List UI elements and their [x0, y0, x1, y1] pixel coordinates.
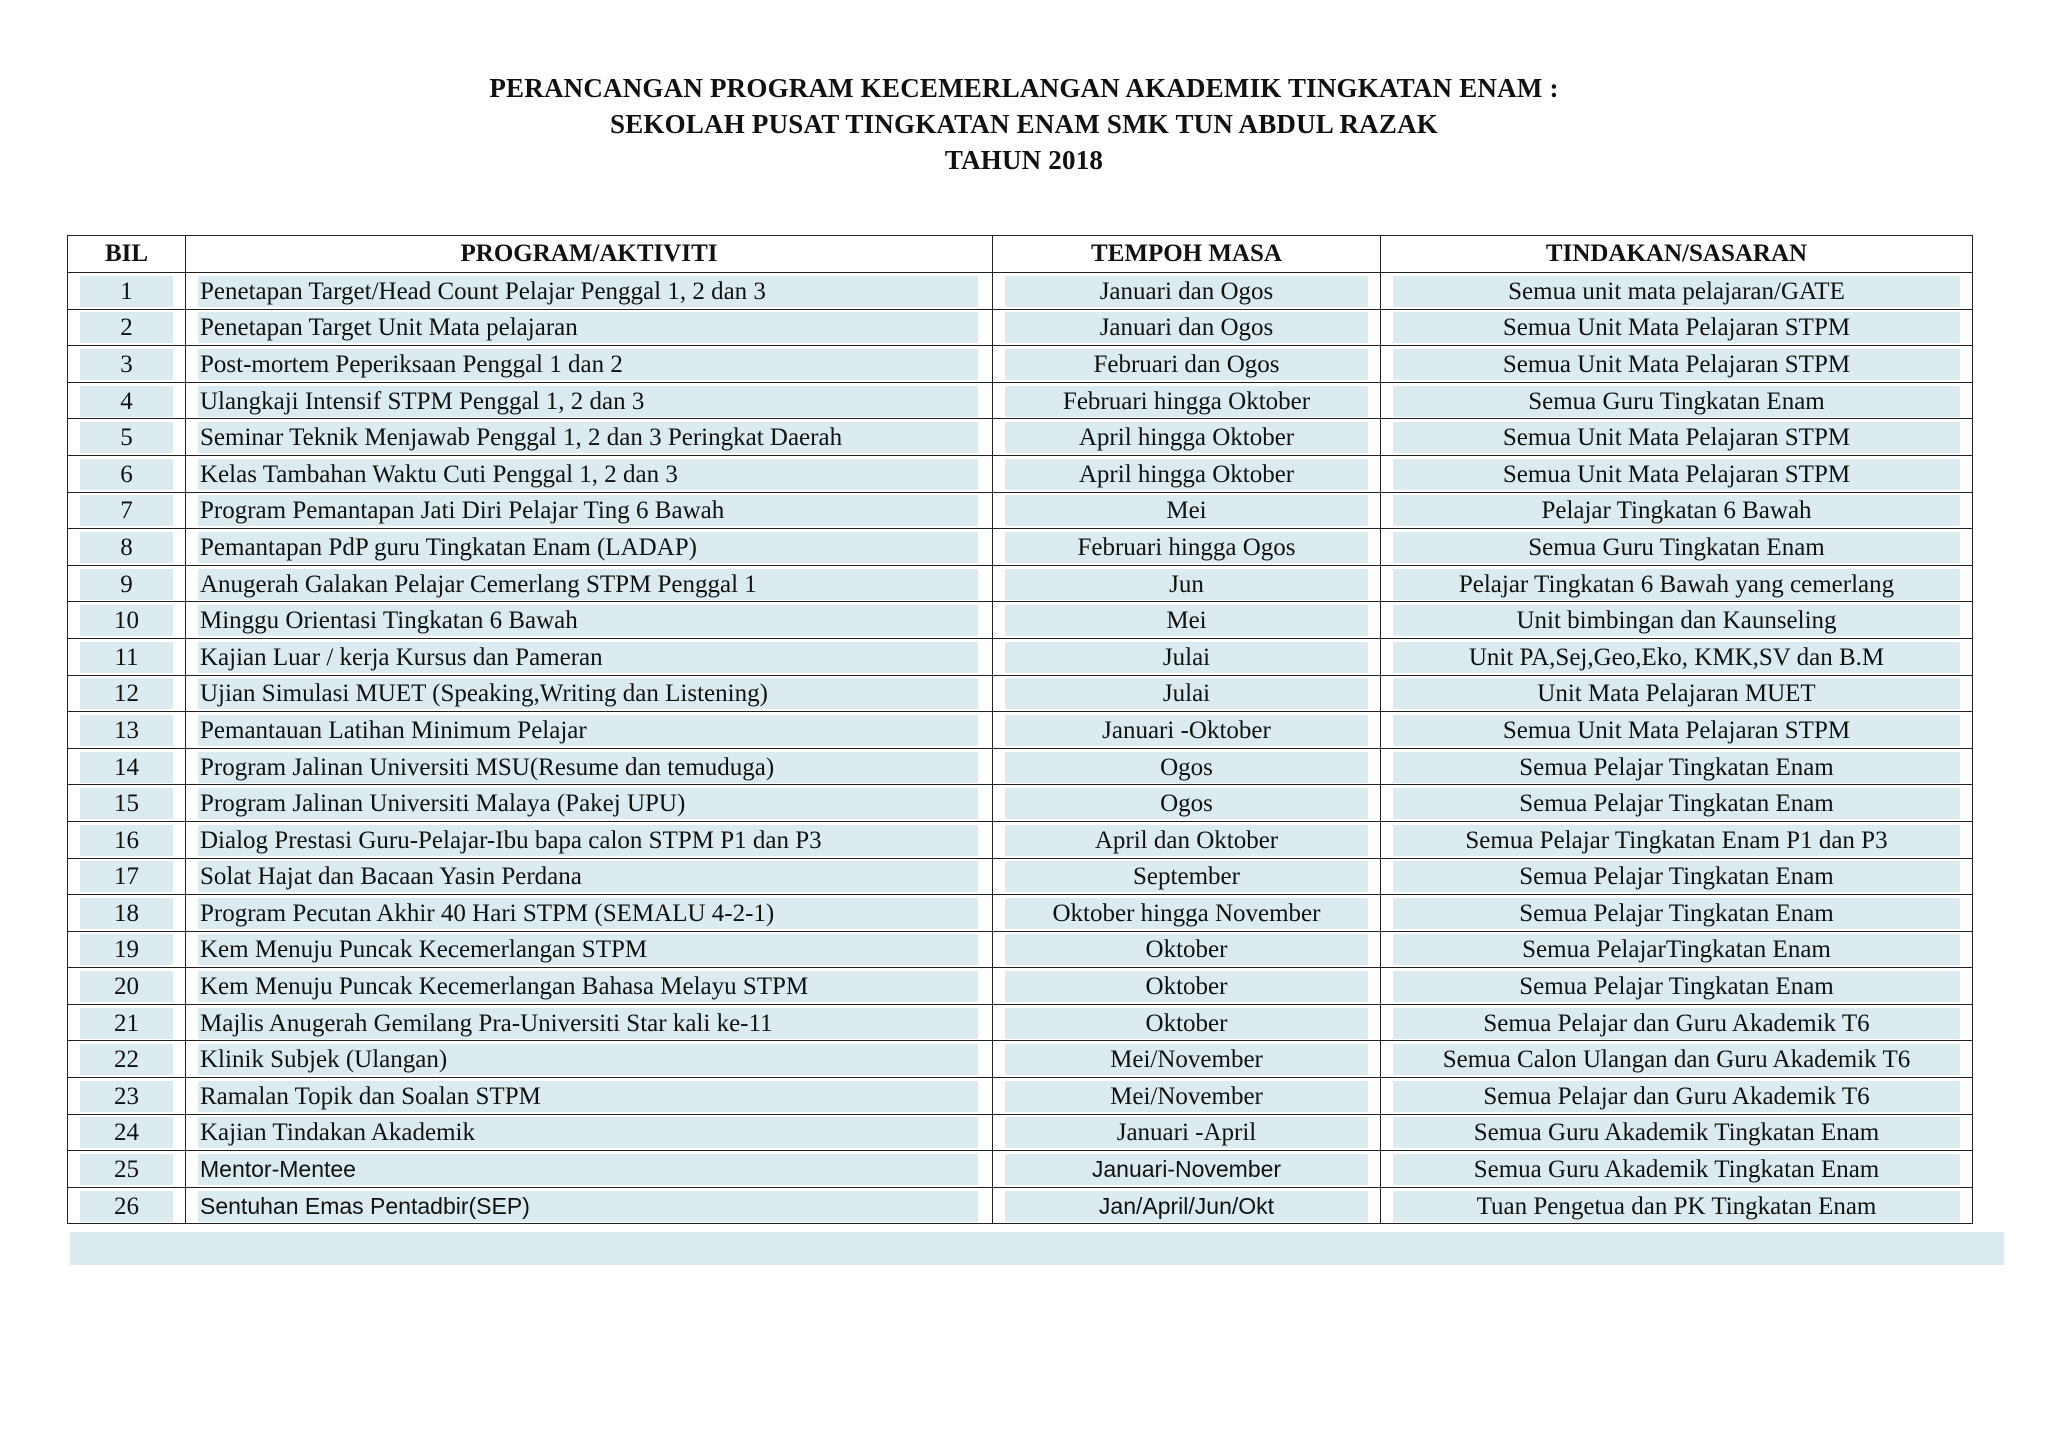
cell-tempoh-text: Ogos	[1005, 788, 1368, 819]
cell-tempoh	[993, 273, 1381, 310]
cell-program-text: Kajian Tindakan Akademik	[198, 1117, 978, 1148]
cell-tindakan	[1381, 968, 1973, 1005]
cell-tempoh-text: September	[1005, 861, 1368, 892]
cell-bil	[68, 1004, 186, 1041]
cell-tindakan-text: Semua Pelajar Tingkatan Enam	[1393, 861, 1960, 892]
table-row	[68, 821, 1973, 858]
cell-tempoh	[993, 455, 1381, 492]
cell-bil-text: 12	[80, 678, 173, 709]
cell-program-text: Penetapan Target/Head Count Pelajar Penggal 1, 2 dan 3	[198, 276, 978, 307]
cell-tindakan	[1381, 346, 1973, 383]
cell-tindakan-text: Semua unit mata pelajaran/GATE	[1393, 276, 1960, 307]
cell-program	[186, 1078, 993, 1115]
cell-program-text: Program Pecutan Akhir 40 Hari STPM (SEMALU 4-2-1)	[198, 898, 978, 929]
cell-tempoh	[993, 785, 1381, 822]
cell-tempoh-text: April hingga Oktober	[1005, 459, 1368, 490]
cell-program	[186, 1151, 993, 1188]
cell-program	[186, 346, 993, 383]
cell-tempoh-text: Januari -April	[1005, 1117, 1368, 1148]
cell-tindakan-text: Semua Unit Mata Pelajaran STPM	[1393, 312, 1960, 343]
cell-tempoh-text: April hingga Oktober	[1005, 422, 1368, 453]
cell-tindakan-text: Semua Pelajar Tingkatan Enam	[1393, 752, 1960, 783]
table-row	[68, 1114, 1973, 1151]
cell-tempoh	[993, 565, 1381, 602]
cell-bil	[68, 931, 186, 968]
cell-program-text: Program Jalinan Universiti Malaya (Pakej UPU)	[198, 788, 978, 819]
cell-bil	[68, 455, 186, 492]
cell-program-text: Kelas Tambahan Waktu Cuti Penggal 1, 2 dan 3	[198, 459, 978, 490]
header-tempoh: TEMPOH MASA	[993, 236, 1381, 273]
cell-tindakan-text: Semua Pelajar Tingkatan Enam	[1393, 898, 1960, 929]
cell-program-text: Kem Menuju Puncak Kecemerlangan STPM	[198, 934, 978, 965]
cell-bil-text: 11	[80, 642, 173, 673]
cell-program	[186, 748, 993, 785]
cell-tindakan	[1381, 1004, 1973, 1041]
cell-tempoh	[993, 638, 1381, 675]
cell-program-text: Klinik Subjek (Ulangan)	[198, 1044, 978, 1075]
cell-bil	[68, 273, 186, 310]
header-program: PROGRAM/AKTIVITI	[186, 236, 993, 273]
cell-tindakan	[1381, 1114, 1973, 1151]
cell-tindakan-text: Pelajar Tingkatan 6 Bawah yang cemerlang	[1393, 569, 1960, 600]
document-title	[0, 70, 2048, 178]
cell-tindakan-text: Semua Pelajar Tingkatan Enam	[1393, 971, 1960, 1002]
cell-tindakan	[1381, 1187, 1973, 1224]
cell-tempoh	[993, 1078, 1381, 1115]
cell-bil-text: 1	[80, 276, 173, 307]
cell-tindakan-text: Semua Unit Mata Pelajaran STPM	[1393, 715, 1960, 746]
cell-tempoh	[993, 1041, 1381, 1078]
cell-tindakan	[1381, 565, 1973, 602]
cell-bil	[68, 529, 186, 566]
cell-tindakan	[1381, 895, 1973, 932]
cell-bil	[68, 346, 186, 383]
cell-program	[186, 931, 993, 968]
cell-program-text: Program Jalinan Universiti MSU(Resume dan temuduga)	[198, 752, 978, 783]
cell-program-text: Ulangkaji Intensif STPM Penggal 1, 2 dan 3	[198, 386, 978, 417]
bottom-shade-band	[70, 1232, 2004, 1265]
cell-bil	[68, 565, 186, 602]
cell-tindakan	[1381, 1078, 1973, 1115]
cell-program	[186, 895, 993, 932]
table-row	[68, 309, 1973, 346]
cell-program-text: Kem Menuju Puncak Kecemerlangan Bahasa Melayu STPM	[198, 971, 978, 1002]
cell-bil-text: 26	[80, 1191, 173, 1222]
cell-tindakan-text: Semua Pelajar dan Guru Akademik T6	[1393, 1008, 1960, 1039]
cell-tempoh-text: Ogos	[1005, 752, 1368, 783]
cell-bil-text: 14	[80, 752, 173, 783]
cell-bil	[68, 382, 186, 419]
cell-tindakan-text: Semua Unit Mata Pelajaran STPM	[1393, 422, 1960, 453]
cell-bil-text: 25	[80, 1154, 173, 1185]
cell-program-text: Program Pemantapan Jati Diri Pelajar Ting 6 Bawah	[198, 495, 978, 526]
cell-program	[186, 565, 993, 602]
cell-bil	[68, 785, 186, 822]
cell-tindakan	[1381, 602, 1973, 639]
table-row	[68, 931, 1973, 968]
table-row	[68, 602, 1973, 639]
cell-tindakan-text: Semua Guru Akademik Tingkatan Enam	[1393, 1117, 1960, 1148]
cell-program-text: Minggu Orientasi Tingkatan 6 Bawah	[198, 605, 978, 636]
cell-bil-text: 17	[80, 861, 173, 892]
cell-tindakan	[1381, 1041, 1973, 1078]
cell-tindakan-text: Unit Mata Pelajaran MUET	[1393, 678, 1960, 709]
program-table-wrapper	[67, 235, 1972, 1224]
table-row	[68, 382, 1973, 419]
cell-bil	[68, 602, 186, 639]
cell-tempoh-text: Oktober	[1005, 934, 1368, 965]
title-line-1: PERANCANGAN PROGRAM KECEMERLANGAN AKADEMIK TINGKATAN ENAM :	[489, 73, 1559, 103]
cell-tindakan	[1381, 492, 1973, 529]
cell-tindakan	[1381, 675, 1973, 712]
cell-program-text: Seminar Teknik Menjawab Penggal 1, 2 dan 3 Peringkat Daerah	[198, 422, 978, 453]
cell-tempoh-text: Mei/November	[1005, 1044, 1368, 1075]
title-line-3: TAHUN 2018	[944, 145, 1104, 175]
cell-tempoh	[993, 602, 1381, 639]
cell-tempoh	[993, 712, 1381, 749]
cell-bil	[68, 748, 186, 785]
cell-tempoh	[993, 1004, 1381, 1041]
table-row	[68, 273, 1973, 310]
cell-program-text: Solat Hajat dan Bacaan Yasin Perdana	[198, 861, 978, 892]
cell-bil-text: 24	[80, 1117, 173, 1148]
cell-tempoh-text: Mei/November	[1005, 1081, 1368, 1112]
table-row	[68, 1187, 1973, 1224]
cell-program-text: Kajian Luar / kerja Kursus dan Pameran	[198, 642, 978, 673]
table-row	[68, 1078, 1973, 1115]
cell-tindakan-text: Unit PA,Sej,Geo,Eko, KMK,SV dan B.M	[1393, 642, 1960, 673]
cell-program	[186, 785, 993, 822]
cell-program	[186, 1004, 993, 1041]
program-table	[67, 235, 1973, 1224]
cell-tempoh-text: Julai	[1005, 678, 1368, 709]
cell-program	[186, 1114, 993, 1151]
cell-tempoh-text: Februari dan Ogos	[1005, 349, 1368, 380]
cell-bil	[68, 895, 186, 932]
cell-tindakan-text: Semua Calon Ulangan dan Guru Akademik T6	[1393, 1044, 1960, 1075]
cell-tempoh	[993, 675, 1381, 712]
cell-bil-text: 2	[80, 312, 173, 343]
cell-tindakan	[1381, 931, 1973, 968]
cell-bil	[68, 675, 186, 712]
table-row	[68, 1151, 1973, 1188]
cell-tindakan	[1381, 273, 1973, 310]
cell-tindakan	[1381, 858, 1973, 895]
cell-program	[186, 455, 993, 492]
cell-bil-text: 5	[80, 422, 173, 453]
cell-bil-text: 13	[80, 715, 173, 746]
cell-bil	[68, 1078, 186, 1115]
table-row	[68, 785, 1973, 822]
table-row	[68, 895, 1973, 932]
cell-tempoh	[993, 968, 1381, 1005]
cell-tempoh	[993, 1187, 1381, 1224]
cell-bil-text: 8	[80, 532, 173, 563]
cell-tempoh	[993, 346, 1381, 383]
cell-program	[186, 858, 993, 895]
table-row	[68, 455, 1973, 492]
cell-tindakan-text: Semua Guru Tingkatan Enam	[1393, 386, 1960, 417]
table-row	[68, 858, 1973, 895]
cell-tindakan-text: Semua Unit Mata Pelajaran STPM	[1393, 459, 1960, 490]
table-row	[68, 638, 1973, 675]
cell-bil-text: 7	[80, 495, 173, 526]
cell-tindakan	[1381, 419, 1973, 456]
cell-bil	[68, 1187, 186, 1224]
cell-program	[186, 968, 993, 1005]
table-row	[68, 346, 1973, 383]
cell-tindakan	[1381, 382, 1973, 419]
cell-tempoh-text: Jun	[1005, 569, 1368, 600]
cell-tindakan	[1381, 455, 1973, 492]
cell-tempoh-text: Februari hingga Oktober	[1005, 386, 1368, 417]
cell-tempoh-text: Mei	[1005, 605, 1368, 636]
cell-bil	[68, 712, 186, 749]
cell-bil	[68, 1114, 186, 1151]
cell-tempoh	[993, 821, 1381, 858]
title-line-2: SEKOLAH PUSAT TINGKATAN ENAM SMK TUN ABDUL RAZAK	[610, 109, 1438, 139]
cell-tindakan	[1381, 638, 1973, 675]
cell-tempoh	[993, 858, 1381, 895]
cell-program-text: Anugerah Galakan Pelajar Cemerlang STPM Penggal 1	[198, 569, 978, 600]
cell-program	[186, 675, 993, 712]
cell-bil	[68, 638, 186, 675]
table-row	[68, 675, 1973, 712]
cell-program	[186, 821, 993, 858]
table-row	[68, 529, 1973, 566]
cell-bil	[68, 968, 186, 1005]
cell-bil-text: 6	[80, 459, 173, 490]
cell-program-text: Ramalan Topik dan Soalan STPM	[198, 1081, 978, 1112]
cell-tempoh-text: Jan/April/Jun/Okt	[1005, 1191, 1368, 1222]
cell-tempoh-text: Oktober	[1005, 1008, 1368, 1039]
cell-tempoh-text: Januari dan Ogos	[1005, 276, 1368, 307]
cell-bil	[68, 1041, 186, 1078]
cell-tempoh	[993, 931, 1381, 968]
cell-tindakan	[1381, 712, 1973, 749]
table-body	[68, 273, 1973, 1224]
cell-bil-text: 16	[80, 825, 173, 856]
cell-bil	[68, 821, 186, 858]
cell-tempoh	[993, 382, 1381, 419]
cell-tindakan	[1381, 748, 1973, 785]
cell-tindakan-text: Unit bimbingan dan Kaunseling	[1393, 605, 1960, 636]
cell-tempoh-text: Januari-November	[1005, 1154, 1368, 1185]
cell-bil-text: 21	[80, 1008, 173, 1039]
cell-tempoh	[993, 1151, 1381, 1188]
cell-bil-text: 22	[80, 1044, 173, 1075]
cell-bil-text: 4	[80, 386, 173, 417]
table-header-row	[68, 236, 1973, 273]
cell-program	[186, 419, 993, 456]
cell-tindakan	[1381, 529, 1973, 566]
cell-tindakan	[1381, 1151, 1973, 1188]
table-row	[68, 748, 1973, 785]
cell-tempoh-text: Oktober hingga November	[1005, 898, 1368, 929]
table-row	[68, 712, 1973, 749]
cell-program-text: Sentuhan Emas Pentadbir(SEP)	[198, 1191, 978, 1222]
cell-bil-text: 9	[80, 569, 173, 600]
cell-program-text: Majlis Anugerah Gemilang Pra-Universiti Star kali ke-11	[198, 1008, 978, 1039]
cell-tindakan-text: Semua Guru Akademik Tingkatan Enam	[1393, 1154, 1960, 1185]
cell-tempoh	[993, 419, 1381, 456]
cell-tempoh	[993, 1114, 1381, 1151]
table-row	[68, 1004, 1973, 1041]
header-bil: BIL	[68, 236, 186, 273]
cell-program-text: Penetapan Target Unit Mata pelajaran	[198, 312, 978, 343]
cell-program	[186, 529, 993, 566]
cell-tindakan-text: Semua Pelajar Tingkatan Enam P1 dan P3	[1393, 825, 1960, 856]
cell-tempoh	[993, 529, 1381, 566]
cell-tempoh	[993, 748, 1381, 785]
cell-bil-text: 20	[80, 971, 173, 1002]
cell-program	[186, 638, 993, 675]
cell-bil-text: 23	[80, 1081, 173, 1112]
cell-tindakan	[1381, 821, 1973, 858]
cell-bil	[68, 1151, 186, 1188]
cell-tindakan-text: Semua Pelajar Tingkatan Enam	[1393, 788, 1960, 819]
cell-program	[186, 602, 993, 639]
cell-program-text: Ujian Simulasi MUET (Speaking,Writing dan Listening)	[198, 678, 978, 709]
cell-program	[186, 492, 993, 529]
table-row	[68, 492, 1973, 529]
cell-tindakan-text: Tuan Pengetua dan PK Tingkatan Enam	[1393, 1191, 1960, 1222]
cell-tempoh	[993, 309, 1381, 346]
cell-bil	[68, 492, 186, 529]
cell-tempoh-text: Januari -Oktober	[1005, 715, 1368, 746]
cell-bil-text: 18	[80, 898, 173, 929]
cell-tindakan-text: Semua Pelajar dan Guru Akademik T6	[1393, 1081, 1960, 1112]
cell-tempoh-text: Februari hingga Ogos	[1005, 532, 1368, 563]
cell-program	[186, 1041, 993, 1078]
cell-tempoh-text: Mei	[1005, 495, 1368, 526]
cell-program	[186, 382, 993, 419]
cell-tempoh-text: Julai	[1005, 642, 1368, 673]
table-row	[68, 968, 1973, 1005]
cell-bil-text: 15	[80, 788, 173, 819]
table-row	[68, 565, 1973, 602]
table-row	[68, 419, 1973, 456]
cell-tempoh-text: April dan Oktober	[1005, 825, 1368, 856]
table-row	[68, 1041, 1973, 1078]
cell-tindakan-text: Semua Unit Mata Pelajaran STPM	[1393, 349, 1960, 380]
cell-program	[186, 273, 993, 310]
cell-tempoh-text: Oktober	[1005, 971, 1368, 1002]
cell-program-text: Mentor-Mentee	[198, 1154, 978, 1185]
cell-program	[186, 1187, 993, 1224]
cell-tindakan-text: Pelajar Tingkatan 6 Bawah	[1393, 495, 1960, 526]
cell-bil-text: 19	[80, 934, 173, 965]
cell-program-text: Dialog Prestasi Guru-Pelajar-Ibu bapa calon STPM P1 dan P3	[198, 825, 978, 856]
cell-program-text: Post-mortem Peperiksaan Penggal 1 dan 2	[198, 349, 978, 380]
cell-program	[186, 712, 993, 749]
cell-tempoh	[993, 492, 1381, 529]
cell-bil-text: 10	[80, 605, 173, 636]
cell-bil	[68, 309, 186, 346]
header-tindakan: TINDAKAN/SASARAN	[1381, 236, 1973, 273]
cell-program-text: Pemantapan PdP guru Tingkatan Enam (LADAP)	[198, 532, 978, 563]
cell-program-text: Pemantauan Latihan Minimum Pelajar	[198, 715, 978, 746]
cell-tempoh	[993, 895, 1381, 932]
cell-tindakan	[1381, 309, 1973, 346]
cell-tindakan	[1381, 785, 1973, 822]
cell-program	[186, 309, 993, 346]
cell-bil	[68, 419, 186, 456]
cell-tindakan-text: Semua PelajarTingkatan Enam	[1393, 934, 1960, 965]
cell-tempoh-text: Januari dan Ogos	[1005, 312, 1368, 343]
cell-tindakan-text: Semua Guru Tingkatan Enam	[1393, 532, 1960, 563]
cell-bil-text: 3	[80, 349, 173, 380]
cell-bil	[68, 858, 186, 895]
